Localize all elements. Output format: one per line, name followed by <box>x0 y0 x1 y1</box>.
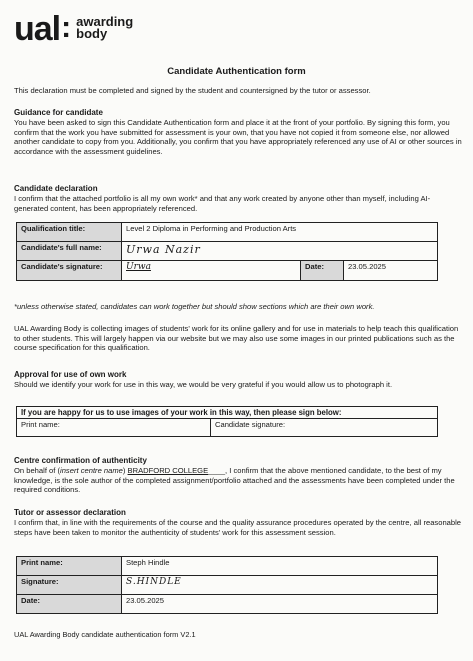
approval-print-name-label: Print name: <box>17 419 211 437</box>
centre-text-pre: On behalf of ( <box>14 466 61 475</box>
logo-line1: awarding <box>76 14 134 29</box>
logo-line2: body <box>76 26 108 41</box>
full-name-value: Urwa Nazir <box>122 242 438 261</box>
form-title: Candidate Authentication form <box>167 66 306 77</box>
guidance-heading: Guidance for candidate <box>14 108 103 117</box>
tutor-print-name-value: Steph Hindle <box>122 557 438 576</box>
tutor-date-label: Date: <box>17 595 122 614</box>
full-name-label: Candidate's full name: <box>17 242 122 261</box>
tutor-table <box>16 556 438 614</box>
footnote: *unless otherwise stated, candidates can work together but should show sections which are their own work. <box>14 302 375 311</box>
approval-heading: Approval for use of own work <box>14 370 127 379</box>
logo-subtitle <box>76 16 133 40</box>
logo-colon: : <box>61 11 72 44</box>
qualification-label: Qualification title: <box>17 223 122 242</box>
guidance-text: You have been asked to sign this Candidate Authentication form and place it at the front of your portfolio. By signing this form, you confirm that the work you have submitted for assessment is your own, that you have not copied it from someone else, nor allowed another candidate to copy from you. Additionally, you confirm that you have appropriately referenced any use of AI or other sources in accordance with the assessment guidelines. <box>14 118 462 156</box>
candidate-signature-value: Urwa <box>122 261 301 281</box>
qualification-value: Level 2 Diploma in Performing and Production Arts <box>122 223 438 242</box>
ual-awarding-body-logo <box>14 10 134 48</box>
logo-ual-text: ual <box>14 10 61 48</box>
declaration-heading: Candidate declaration <box>14 184 98 193</box>
centre-text-insert: insert centre name <box>60 466 123 475</box>
centre-text-mid: ) <box>122 466 128 475</box>
approval-signature-label: Candidate signature: <box>211 419 438 437</box>
centre-text-post: ____, I confirm that the above mentioned candidate, to the best of my knowledge, is the sole author of the completed assignment/portfolio attached and the assessments have been completed under the required conditions. <box>14 466 455 495</box>
centre-heading: Centre confirmation of authenticity <box>14 456 147 465</box>
approval-table-header: If you are happy for us to use images of your work in this way, then please sign below: <box>17 407 438 419</box>
candidate-signature-label: Candidate's signature: <box>17 261 122 281</box>
centre-text <box>14 466 464 495</box>
centre-name-value: BRADFORD COLLEGE <box>127 466 209 475</box>
intro-text: This declaration must be completed and signed by the student and countersigned by the tutor or assessor. <box>14 86 371 95</box>
approval-text: Should we identify your work for use in this way, we would be very grateful if you would allow us to photograph it. <box>14 380 393 389</box>
date-value: 23.05.2025 <box>344 261 438 281</box>
tutor-text: I confirm that, in line with the requirements of the course and the quality assurance procedures operated by the centre, all reasonable steps have been taken to monitor the authenticity of students' work for this assessment session. <box>14 518 462 537</box>
gallery-text: UAL Awarding Body is collecting images of students' work for its online gallery and for use in materials to help teach this qualification to other students. This will largely happen via our website but we may also use some images in our printed publications such as the course specification for this qualification. <box>14 324 459 353</box>
tutor-print-name-label: Print name: <box>17 557 122 576</box>
approval-table <box>16 406 438 437</box>
candidate-table <box>16 222 438 281</box>
tutor-signature-value: S.HINDLE <box>122 576 438 595</box>
tutor-heading: Tutor or assessor declaration <box>14 508 126 517</box>
tutor-date-value: 23.05.2025 <box>122 595 438 614</box>
tutor-signature-label: Signature: <box>17 576 122 595</box>
footer-text: UAL Awarding Body candidate authentication form V2.1 <box>14 630 196 639</box>
declaration-text: I confirm that the attached portfolio is all my own work* and that any work created by anyone other than myself, including AI-generated content, has been appropriately referenced. <box>14 194 431 213</box>
date-label: Date: <box>301 261 344 281</box>
